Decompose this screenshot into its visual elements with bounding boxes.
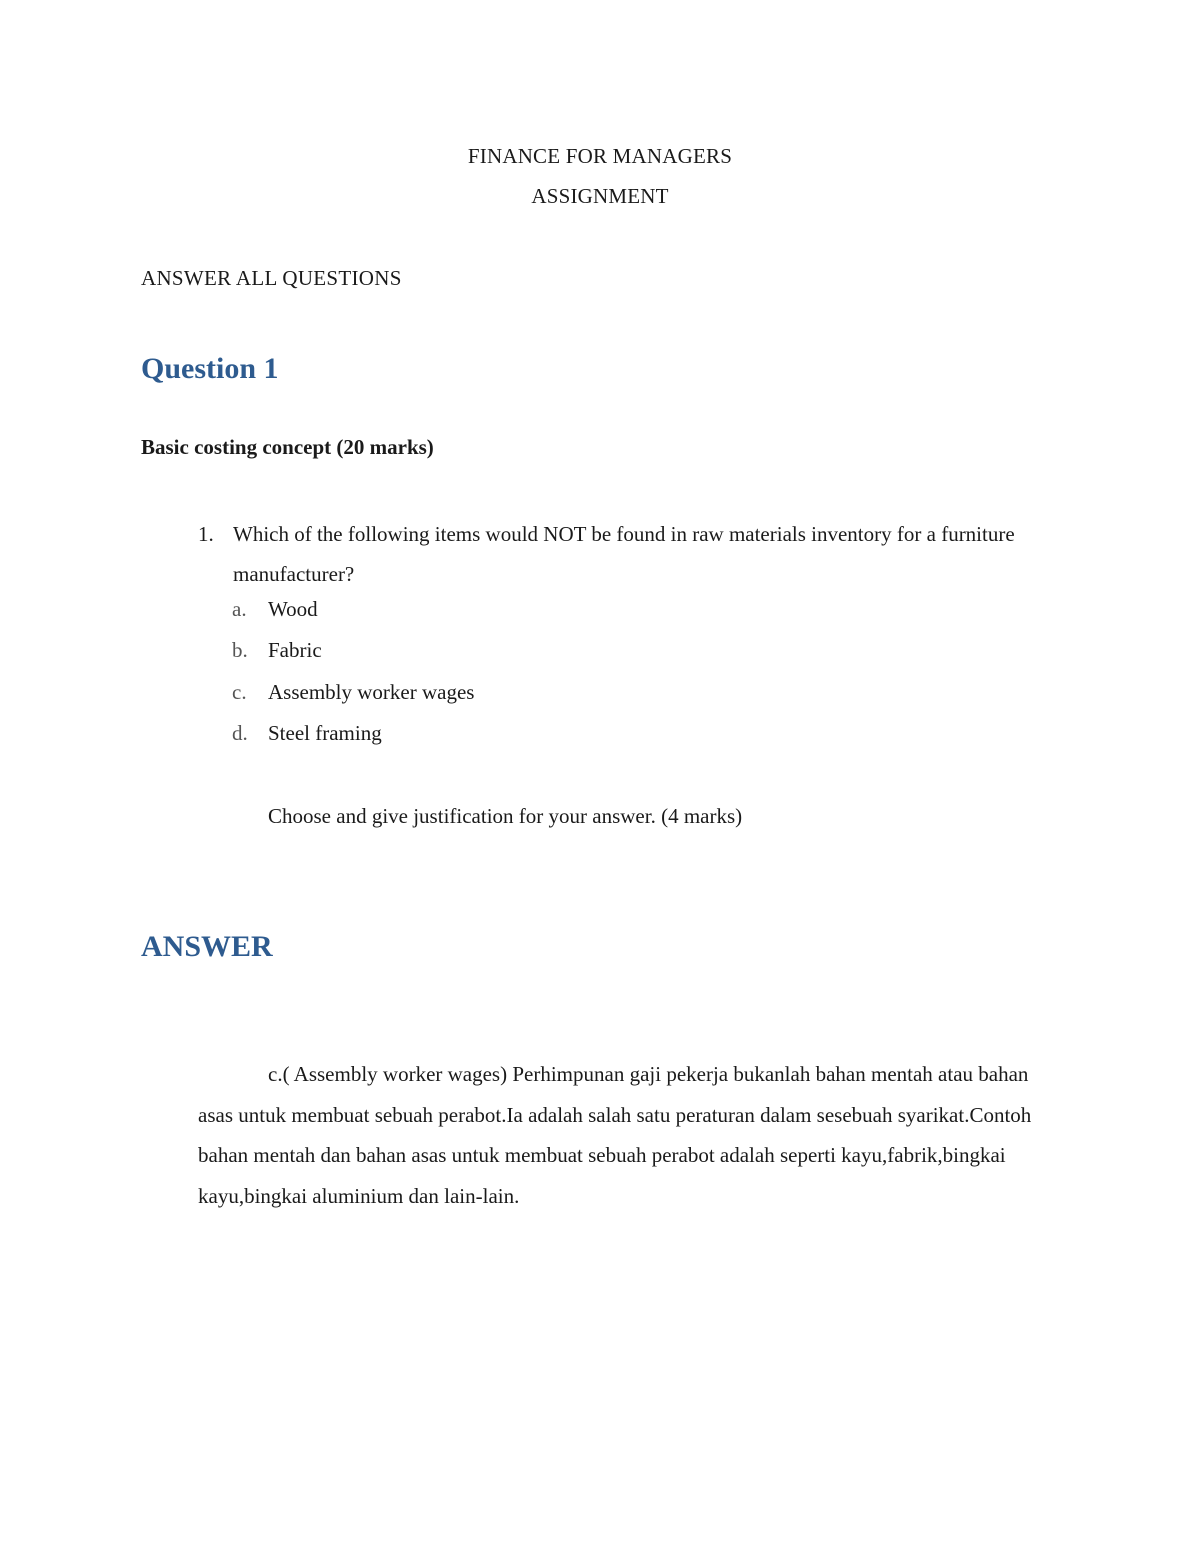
option-c	[232, 672, 474, 712]
question-number: 1.	[198, 522, 214, 546]
document-title: FINANCE FOR MANAGERS	[467, 144, 733, 168]
option-label: Wood	[268, 597, 318, 621]
question-subheading: Basic costing concept (20 marks)	[141, 435, 434, 459]
option-label: Fabric	[268, 638, 322, 662]
answer-instruction: Choose and give justification for your answer. (4 marks)	[268, 804, 743, 828]
option-a	[232, 589, 318, 629]
document-subtitle: ASSIGNMENT	[531, 184, 669, 208]
question-heading: Question 1	[141, 352, 279, 385]
option-letter: a.	[232, 597, 247, 621]
answer-paragraph: c.( Assembly worker wages) Perhimpunan gaji pekerja bukanlah bahan mentah atau bahan asas untuk membuat sebuah perabot.Ia adalah salah satu peraturan dalam sesebuah syarikat.Contoh bahan mentah dan bahan asas untuk membuat sebuah perabot adalah seperti kayu,fabrik,bingkai kayu,bingkai aluminium dan lain-lain.	[198, 1062, 1032, 1208]
option-letter: d.	[232, 721, 248, 745]
instructions-text: ANSWER ALL QUESTIONS	[141, 266, 402, 290]
option-letter: b.	[232, 638, 248, 662]
answer-heading: ANSWER	[141, 930, 273, 963]
option-label: Assembly worker wages	[268, 680, 475, 704]
option-d	[232, 713, 382, 753]
question-text: Which of the following items would NOT be found in raw materials inventory for a furniture manufacturer?	[233, 522, 1015, 586]
option-letter: c.	[232, 680, 247, 704]
option-label: Steel framing	[268, 721, 382, 745]
option-b	[232, 630, 322, 670]
